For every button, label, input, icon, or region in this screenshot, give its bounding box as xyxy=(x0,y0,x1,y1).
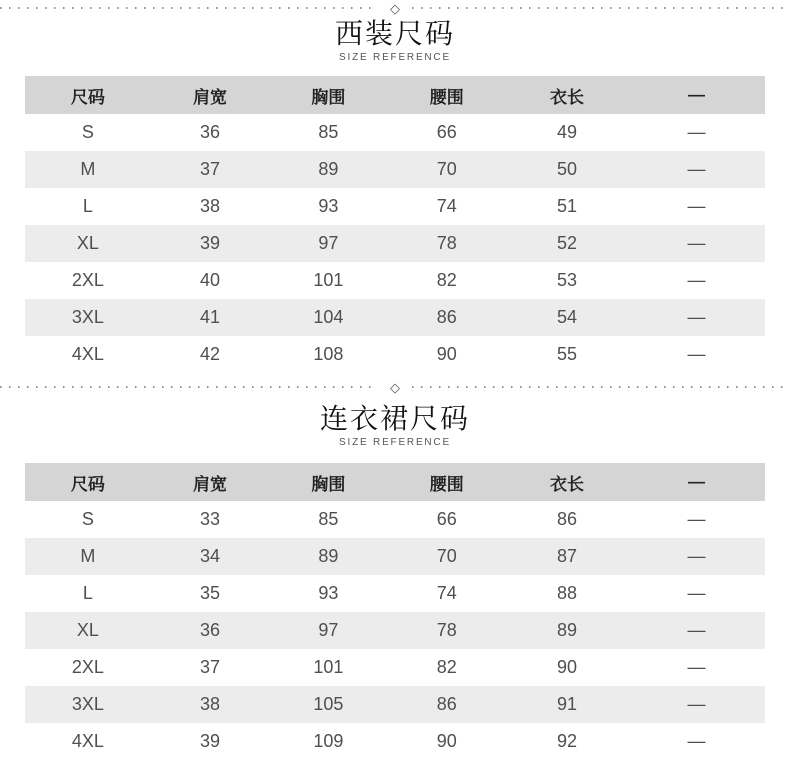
table-cell: XL xyxy=(76,620,99,640)
table-cell: 78 xyxy=(436,620,457,640)
table-header xyxy=(25,76,765,114)
table-cell: 66 xyxy=(436,122,457,142)
table-cell: 3XL xyxy=(71,307,104,327)
table-cell: 90 xyxy=(436,731,457,751)
column-header: 胸围 xyxy=(269,76,387,114)
table-cell: 89 xyxy=(557,620,578,640)
table-cell: 51 xyxy=(557,196,578,216)
table-cell: 53 xyxy=(557,270,578,290)
column-header: 腰围 xyxy=(388,463,506,501)
table-cell: 109 xyxy=(313,731,344,751)
table-cell: 108 xyxy=(313,344,344,364)
diamond-icon: ◇ xyxy=(390,0,400,16)
column-header: 尺码 xyxy=(25,76,151,114)
table-cell: 82 xyxy=(436,657,457,677)
table-cell: 49 xyxy=(557,122,578,142)
table-row xyxy=(25,538,765,575)
section-title-dress: 连衣裙尺码 xyxy=(319,403,470,434)
column-header: 尺码 xyxy=(25,463,151,501)
table-row xyxy=(25,649,765,686)
table-cell: 70 xyxy=(436,159,457,179)
table-cell: 37 xyxy=(199,657,220,677)
table-row xyxy=(25,225,765,262)
table-row xyxy=(25,114,765,151)
table-cell: 33 xyxy=(199,509,220,529)
table-cell: 74 xyxy=(436,583,457,603)
table-cell: 93 xyxy=(318,583,339,603)
diamond-icon: ◇ xyxy=(390,379,400,395)
table-row xyxy=(25,336,765,373)
table-row xyxy=(25,299,765,336)
table-cell: S xyxy=(81,122,94,142)
table-cell: 3XL xyxy=(71,694,104,714)
table-cell: S xyxy=(81,509,94,529)
table-cell: — xyxy=(687,122,706,142)
table-cell: 36 xyxy=(199,620,220,640)
table-cell: 90 xyxy=(436,344,457,364)
table-cell: 85 xyxy=(318,122,339,142)
section-subtitle: SIZE REFERENCE xyxy=(339,52,451,63)
table-cell: — xyxy=(687,196,706,216)
table-cell: 87 xyxy=(557,546,578,566)
table-cell: 85 xyxy=(318,509,339,529)
table-cell: 93 xyxy=(318,196,339,216)
column-header: 肩宽 xyxy=(151,463,269,501)
dress-size-section xyxy=(0,379,790,760)
table-cell: 88 xyxy=(557,583,578,603)
table-cell: 89 xyxy=(318,546,339,566)
table-cell: 42 xyxy=(199,344,220,364)
table-cell: 39 xyxy=(199,233,220,253)
table-cell: 2XL xyxy=(71,270,104,290)
column-header: 衣长 xyxy=(506,76,628,114)
suit-size-table xyxy=(25,76,765,373)
table-cell: 86 xyxy=(557,509,578,529)
table-row xyxy=(25,501,765,538)
table-cell: 104 xyxy=(313,307,344,327)
table-row xyxy=(25,723,765,760)
table-cell: 35 xyxy=(199,583,220,603)
table-cell: — xyxy=(687,583,706,603)
table-cell: — xyxy=(687,233,706,253)
table-cell: 86 xyxy=(436,694,457,714)
table-cell: — xyxy=(687,694,706,714)
table-cell: 82 xyxy=(436,270,457,290)
header-row xyxy=(25,463,765,501)
dress-size-table xyxy=(25,463,765,760)
dotted-line xyxy=(0,7,378,9)
table-cell: 38 xyxy=(199,196,220,216)
table-cell: 34 xyxy=(199,546,220,566)
table-cell: 2XL xyxy=(71,657,104,677)
table-cell: — xyxy=(687,657,706,677)
table-cell: — xyxy=(687,546,706,566)
table-cell: 36 xyxy=(199,122,220,142)
table-cell: 92 xyxy=(557,731,578,751)
section-divider xyxy=(0,0,790,16)
table-body xyxy=(25,501,765,760)
table-cell: L xyxy=(82,583,93,603)
table-cell: 97 xyxy=(318,620,339,640)
table-cell: — xyxy=(687,159,706,179)
column-header: — xyxy=(628,76,765,114)
table-cell: — xyxy=(687,731,706,751)
table-cell: 52 xyxy=(557,233,578,253)
dotted-line xyxy=(412,7,790,9)
table-cell: 50 xyxy=(557,159,578,179)
table-cell: 70 xyxy=(436,546,457,566)
table-cell: 4XL xyxy=(71,731,104,751)
table-cell: 105 xyxy=(313,694,344,714)
table-cell: 39 xyxy=(199,731,220,751)
table-cell: 41 xyxy=(199,307,220,327)
table-cell: 101 xyxy=(313,270,344,290)
table-cell: M xyxy=(80,159,96,179)
table-cell: XL xyxy=(76,233,99,253)
table-body xyxy=(25,114,765,373)
section-subtitle: SIZE REFERENCE xyxy=(339,437,451,448)
table-cell: L xyxy=(82,196,93,216)
header-row xyxy=(25,76,765,114)
table-cell: 54 xyxy=(557,307,578,327)
table-cell: — xyxy=(687,307,706,327)
table-cell: 40 xyxy=(199,270,220,290)
table-cell: — xyxy=(687,620,706,640)
table-cell: 97 xyxy=(318,233,339,253)
table-cell: 37 xyxy=(199,159,220,179)
table-cell: M xyxy=(80,546,96,566)
table-cell: 89 xyxy=(318,159,339,179)
dotted-line xyxy=(412,386,790,388)
column-header: 肩宽 xyxy=(151,76,269,114)
table-cell: — xyxy=(687,509,706,529)
table-row xyxy=(25,188,765,225)
table-cell: 78 xyxy=(436,233,457,253)
table-cell: 38 xyxy=(199,694,220,714)
table-cell: 66 xyxy=(436,509,457,529)
table-row xyxy=(25,262,765,299)
dotted-line xyxy=(0,386,378,388)
table-cell: 74 xyxy=(436,196,457,216)
column-header: 胸围 xyxy=(269,463,387,501)
section-divider xyxy=(0,379,790,395)
table-header xyxy=(25,463,765,501)
table-row xyxy=(25,151,765,188)
table-cell: 101 xyxy=(313,657,344,677)
table-row xyxy=(25,686,765,723)
section-title-suit: 西装尺码 xyxy=(334,18,455,49)
column-header: — xyxy=(628,463,765,501)
table-cell: 90 xyxy=(557,657,578,677)
column-header: 腰围 xyxy=(388,76,506,114)
table-row xyxy=(25,612,765,649)
table-cell: — xyxy=(687,344,706,364)
table-cell: 86 xyxy=(436,307,457,327)
suit-size-section xyxy=(0,0,790,373)
table-row xyxy=(25,575,765,612)
table-cell: — xyxy=(687,270,706,290)
table-cell: 55 xyxy=(557,344,578,364)
table-cell: 4XL xyxy=(71,344,104,364)
table-cell: 91 xyxy=(557,694,578,714)
column-header: 衣长 xyxy=(506,463,628,501)
